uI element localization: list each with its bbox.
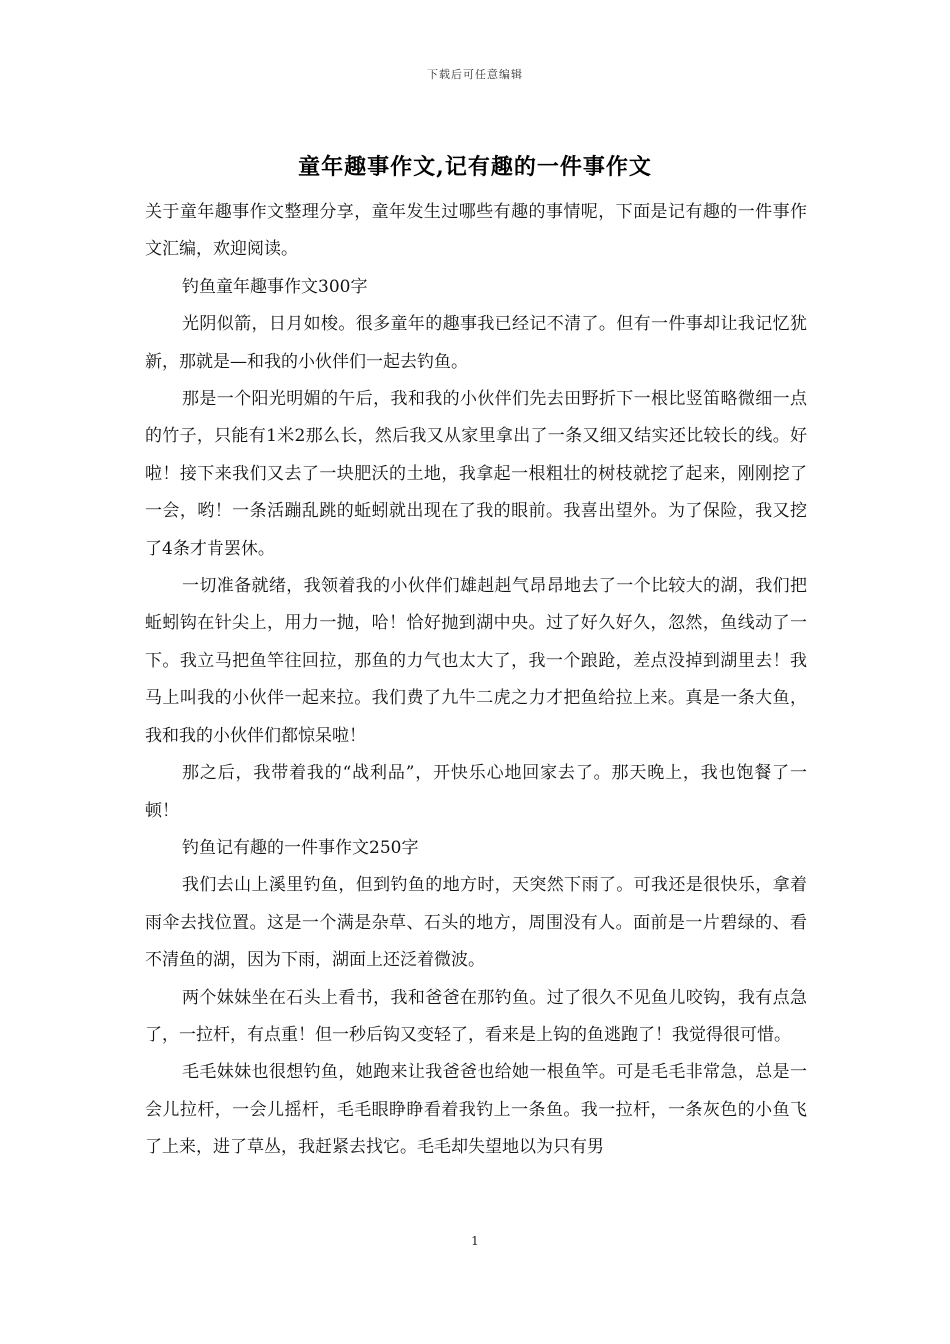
paragraph: 钓鱼童年趣事作文300字 [182, 276, 368, 297]
paragraph: 我们去山上溪里钓鱼，但到钓鱼的地方时，天突然下雨了。可我还是很快乐，拿着雨伞去找位置。这是一个满是杂草、石头的地方，周围没有人。面前是一片碧绿的、看不清鱼的湖，因为下雨，湖面上还泛着微波。 [145, 875, 807, 971]
paragraph: 关于童年趣事作文整理分享，童年发生过哪些有趣的事情呢，下面是记有趣的一件事作文汇编，欢迎阅读。 [145, 202, 807, 260]
paragraph: 那是一个阳光明媚的午后，我和我的小伙伴们先去田野折下一根比竖笛略微细一点的竹子，只能有1米2那么长，然后我又从家里拿出了一条又细又结实还比较长的线。好啦！接下来我们又去了一块肥沃的土地，我拿起一根粗壮的树枝就挖了起来，刚刚挖了一会，哟！一条活蹦乱跳的蚯蚓就出现在了我的眼前。我喜出望外。为了保险，我又挖了4条才肯罢休。 [145, 389, 807, 559]
article-body [145, 194, 807, 1167]
page-title: 童年趣事作文,记有趣的一件事作文 [298, 154, 652, 180]
header-note: 下载后可任意编辑 [427, 68, 523, 81]
page-number: 1 [471, 1234, 479, 1248]
paragraph: 光阴似箭，日月如梭。很多童年的趣事我已经记不清了。但有一件事却让我记忆犹新，那就是—和我的小伙伴们一起去钓鱼。 [145, 314, 807, 372]
paragraph: 钓鱼记有趣的一件事作文250字 [182, 837, 419, 858]
paragraph: 两个妹妹坐在石头上看书，我和爸爸在那钓鱼。过了很久不见鱼儿咬钩，我有点急了，一拉杆，有点重！但一秒后钩又变轻了，看来是上钩的鱼逃跑了！我觉得很可惜。 [145, 987, 807, 1045]
paragraph: 那之后，我带着我的“战利品”，开快乐心地回家去了。那天晚上，我也饱餐了一顿！ [145, 763, 807, 821]
paragraph: 一切准备就绪，我领着我的小伙伴们雄赳赳气昂昂地去了一个比较大的湖，我们把蚯蚓钩在针尖上，用力一抛，哈！恰好抛到湖中央。过了好久好久，忽然，鱼线动了一下。我立马把鱼竿往回拉，那鱼的力气也太大了，我一个踉跄，差点没掉到湖里去！我马上叫我的小伙伴一起来拉。我们费了九牛二虎之力才把鱼给拉上来。真是一条大鱼，我和我的小伙伴们都惊呆啦！ [145, 576, 807, 746]
paragraph: 毛毛妹妹也很想钓鱼，她跑来让我爸爸也给她一根鱼竿。可是毛毛非常急，总是一会儿拉杆，一会儿摇杆，毛毛眼睁睁看着我钓上一条鱼。我一拉杆，一条灰色的小鱼飞了上来，进了草丛，我赶紧去找它。毛毛却失望地以为只有男 [145, 1062, 807, 1158]
